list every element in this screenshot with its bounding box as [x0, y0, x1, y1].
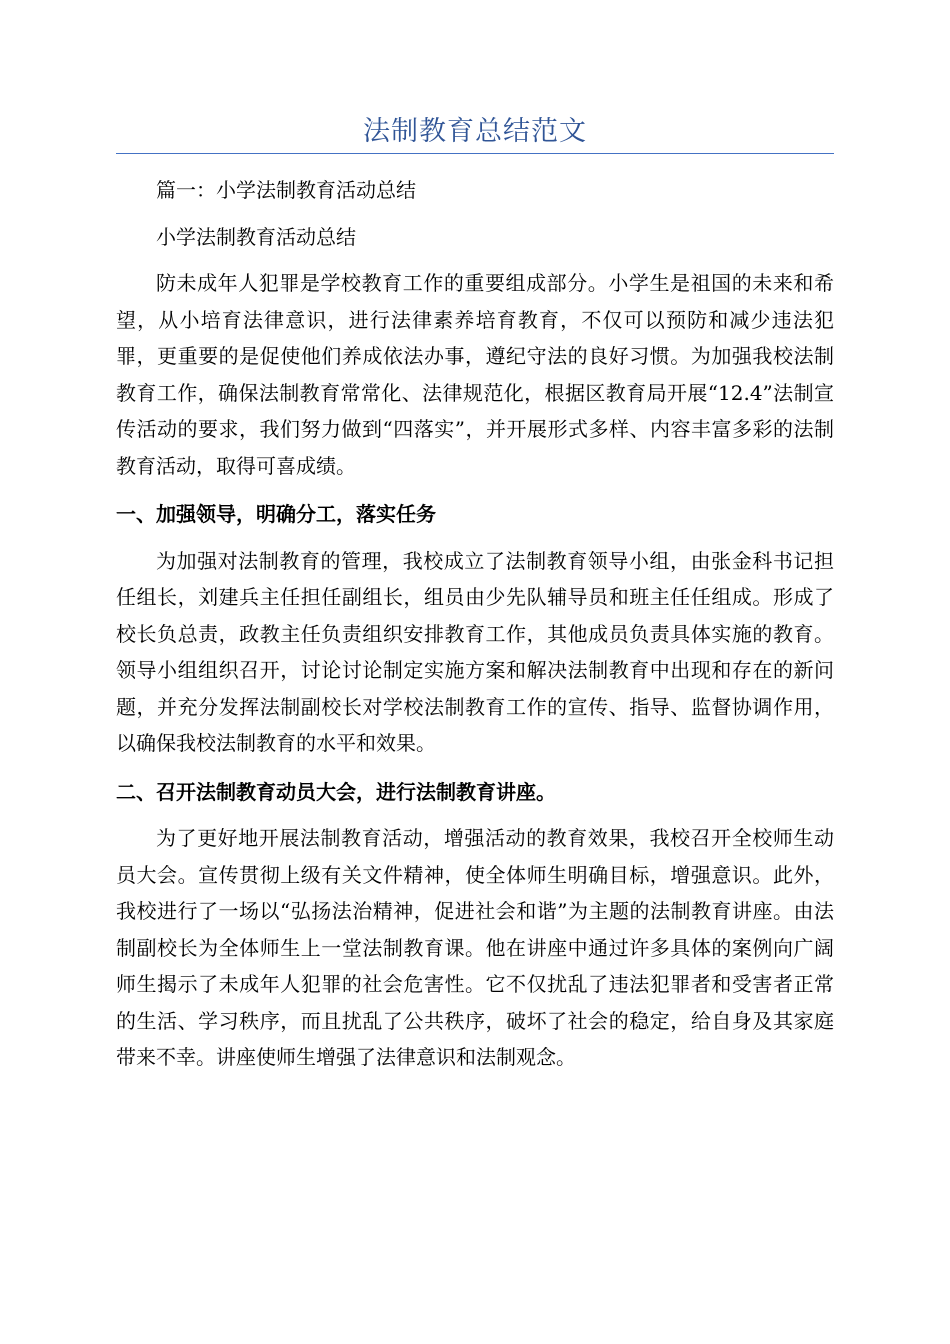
section-heading-2: 二、召开法制教育动员大会，进行法制教育讲座。	[116, 779, 556, 804]
article-subtitle: 小学法制教育活动总结	[156, 224, 356, 249]
title-underline	[116, 153, 834, 154]
section-heading-1: 一、加强领导，明确分工，落实任务	[116, 502, 436, 526]
section-1-paragraph: 为加强对法制教育的管理，我校成立了法制教育领导小组，由张金科书记担任组长，刘建兵主任担任副组长，组员由少先队辅导员和班主任任组成。形成了校长负总责，政教主任负责组织安排教育工作，其他成员负责具体实施的教育。领导小组组织召开，讨论讨论制定实施方案和解决法制教育中出现和存在的新问题，并充分发挥法制副校长对学校法制教育工作的宣传、指导、监督协调作用，以确保我校法制教育的水平和效果。	[116, 548, 834, 755]
article-label: 篇一：小学法制教育活动总结	[156, 178, 416, 202]
section-2-paragraph: 为了更好地开展法制教育活动，增强活动的教育效果，我校召开全校师生动员大会。宣传贯彻上级有关文件精神，使全体师生明确目标，增强意识。此外，我校进行了一场以“弘扬法治精神，促进社会和谐”为主题的法制教育讲座。由法制副校长为全体师生上一堂法制教育课。他在讲座中通过许多具体的案例向广阔师生揭示了未成年人犯罪的社会危害性。它不仅扰乱了违法犯罪者和受害者正常的生活、学习秩序，而且扰乱了公共秩序，破坏了社会的稳定，给自身及其家庭带来不幸。讲座使师生增强了法律意识和法制观念。	[116, 826, 834, 1069]
document-body	[116, 172, 834, 1076]
intro-paragraph: 防未成年人犯罪是学校教育工作的重要组成部分。小学生是祖国的未来和希望，从小培育法律意识，进行法律素养培育教育，不仅可以预防和减少违法犯罪，更重要的是促使他们养成依法办事，遵纪守法的良好习惯。为加强我校法制教育工作，确保法制教育常常化、法律规范化，根据区教育局开展“12.4”法制宣传活动的要求，我们努力做到“四落实”，并开展形式多样、内容丰富多彩的法制教育活动，取得可喜成绩。	[116, 271, 834, 478]
page-title: 法制教育总结范文	[363, 116, 587, 147]
